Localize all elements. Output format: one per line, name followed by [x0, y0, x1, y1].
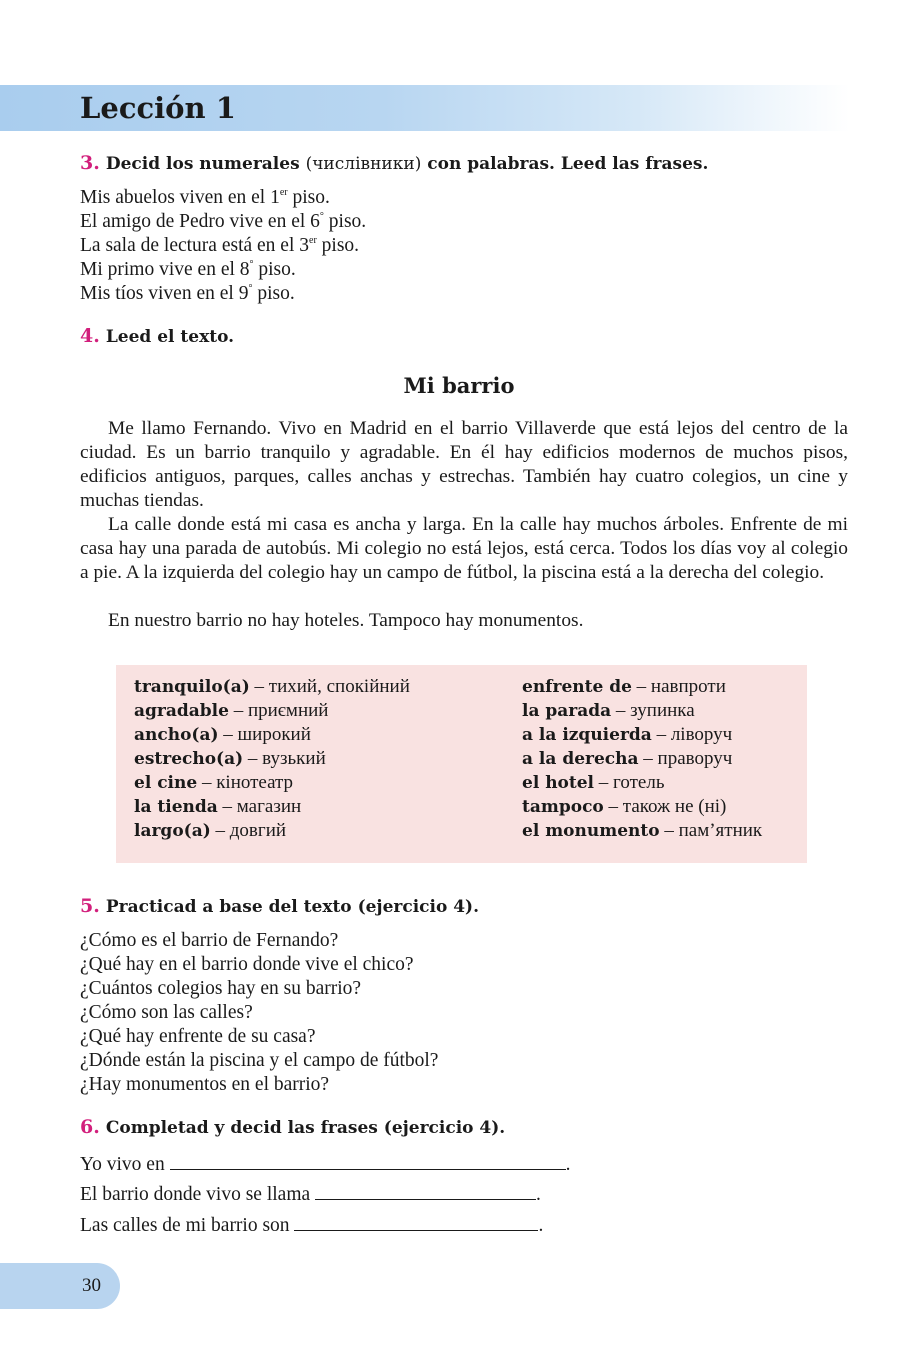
vocabulary-box: [116, 665, 807, 863]
vocabulary-entry: agradable – приємний: [134, 700, 329, 721]
question: ¿Qué hay en el barrio donde vive el chico?: [80, 954, 414, 975]
exercise-instruction: Decid los numerales: [105, 154, 306, 174]
question: ¿Cómo es el barrio de Fernando?: [80, 930, 339, 951]
exercise-5-questions: [80, 929, 438, 1097]
question: ¿Hay monumentos en el barrio?: [80, 1074, 330, 1095]
exercise-number: 6.: [80, 1116, 100, 1138]
sentence: El amigo de Pedro vive en el 6° piso.: [80, 211, 367, 232]
exercise-5-heading: [80, 895, 479, 918]
text-paragraph: Me llamo Fernando. Vivo en Madrid en el barrio Villaverde que está lejos del centro de la ciudad. Es un barrio tranquilo y agradable. En él hay edificios modernos de muchos pisos, edificios antiguos, parques, calles anchas y estrechas. También hay cuatro colegios, un cine y muchas tiendas.: [80, 418, 848, 511]
vocabulary-column-right: [522, 675, 762, 843]
vocabulary-entry: tampoco – також не (ні): [522, 796, 727, 817]
exercise-4-heading: [80, 325, 234, 348]
lesson-title: Lección 1: [80, 91, 236, 125]
fill-in-sentence: El barrio donde vivo se llama .: [80, 1181, 541, 1207]
text-paragraph: En nuestro barrio no hay hoteles. Tampoco hay monumentos.: [108, 610, 584, 631]
exercise-number: 4.: [80, 325, 100, 347]
fill-in-sentence: Yo vivo en .: [80, 1151, 570, 1177]
vocabulary-entry: el monumento – пам’ятник: [522, 820, 763, 841]
page-number-tab: [0, 1263, 120, 1309]
exercise-3-sentences: [80, 186, 366, 306]
exercise-number: 5.: [80, 895, 100, 917]
fill-in-sentence: Las calles de mi barrio son .: [80, 1212, 543, 1238]
vocabulary-entry: la parada – зупинка: [522, 700, 695, 721]
sentence: Mi primo vive en el 8° piso.: [80, 259, 296, 280]
exercise-instruction: Practicad a base del texto (ejercicio 4).: [105, 897, 480, 917]
exercise-6-heading: [80, 1116, 505, 1139]
answer-blank[interactable]: [170, 1151, 566, 1170]
text-title: Mi barrio: [403, 373, 515, 398]
question: ¿Qué hay enfrente de su casa?: [80, 1026, 316, 1047]
exercise-instruction-note: (числівники): [305, 154, 422, 174]
page-number: 30: [82, 1275, 101, 1296]
vocabulary-entry: tranquilo(a) – тихий, спокійний: [134, 676, 410, 697]
question: ¿Cómo son las calles?: [80, 1002, 253, 1023]
answer-blank[interactable]: [315, 1181, 536, 1200]
vocabulary-entry: a la izquierda – ліворуч: [522, 724, 733, 745]
vocabulary-entry: el hotel – готель: [522, 772, 665, 793]
sentence: Mis abuelos viven en el 1er piso.: [80, 187, 330, 208]
vocabulary-entry: ancho(a) – широкий: [134, 724, 311, 745]
vocabulary-entry: estrecho(a) – вузький: [134, 748, 326, 769]
answer-blank[interactable]: [294, 1212, 538, 1231]
sentence: Mis tíos viven en el 9° piso.: [80, 283, 295, 304]
vocabulary-entry: el cine – кінотеатр: [134, 772, 294, 793]
text-paragraph: La calle donde está mi casa es ancha y larga. En la calle hay muchos árboles. Enfrente de mi casa hay una parada de autobús. Mi colegio no está lejos, está cerca. Todos los días voy al colegio a pie. A la izquierda del colegio hay un campo de fútbol, la piscina está a la derecha del colegio.: [80, 514, 848, 583]
question: ¿Cuántos colegios hay en su barrio?: [80, 978, 362, 999]
vocabulary-entry: a la derecha – праворуч: [522, 748, 733, 769]
vocabulary-entry: largo(a) – довгий: [134, 820, 287, 841]
question: ¿Dónde están la piscina y el campo de fútbol?: [80, 1050, 439, 1071]
vocabulary-entry: la tienda – магазин: [134, 796, 302, 817]
sentence: La sala de lectura está en el 3er piso.: [80, 235, 360, 256]
exercise-instruction: Leed el texto.: [105, 327, 235, 347]
vocabulary-column-left: [134, 675, 410, 843]
exercise-instruction: con palabras. Leed las frases.: [421, 154, 709, 174]
exercise-instruction: Completad y decid las frases (ejercicio 4).: [105, 1118, 506, 1138]
exercise-number: 3.: [80, 152, 100, 174]
vocabulary-entry: enfrente de – навпроти: [522, 676, 726, 697]
exercise-3-heading: [80, 152, 708, 175]
